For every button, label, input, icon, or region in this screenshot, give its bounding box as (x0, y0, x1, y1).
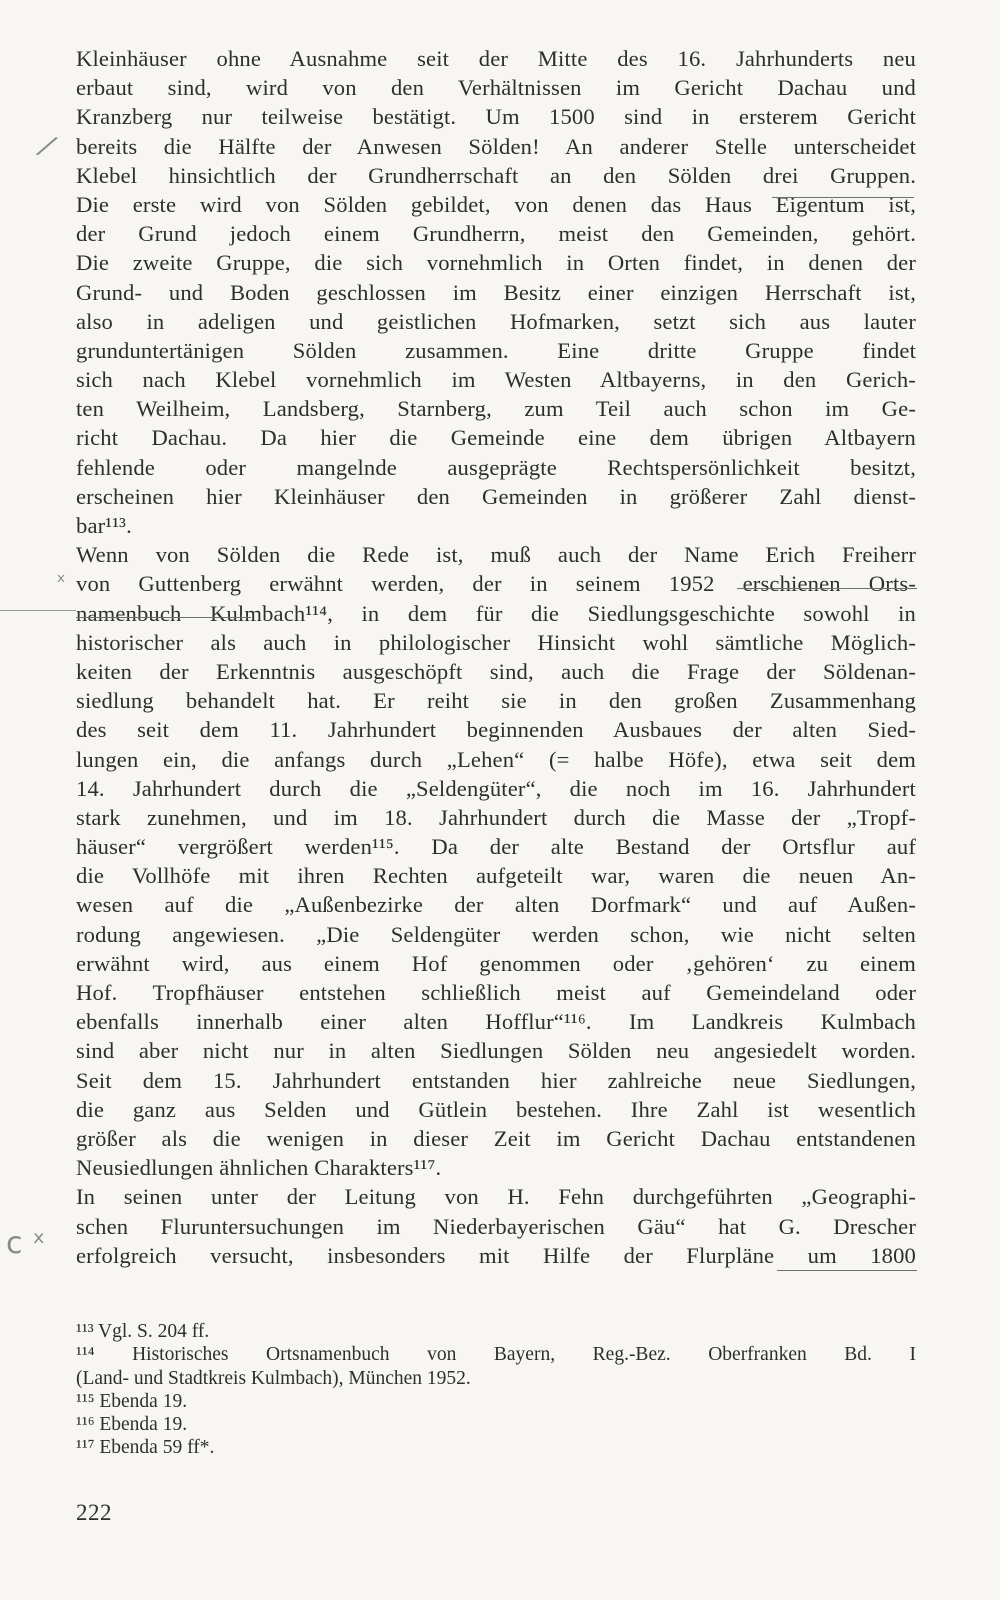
margin-pencil-mark: ⁄ (38, 130, 55, 165)
text-line: die ganz aus Selden und Gütlein bestehen. Ihre Zahl ist wesentlich (76, 1096, 916, 1122)
footnote-line: ¹¹⁶ Ebenda 19. (76, 1414, 188, 1436)
text-line: sind aber nicht nur in alten Siedlungen Sölden neu angesiedelt worden. (76, 1038, 916, 1064)
page-number: 222 (76, 1500, 112, 1525)
text-line: keiten der Erkenntnis ausgeschöpft sind, auch die Frage der Söldenan- (76, 658, 916, 684)
footnote-line: (Land- und Stadtkreis Kulmbach), München 1952. (76, 1367, 471, 1389)
text-line: sich nach Klebel vornehmlich im Westen Altbayerns, in den Gerich- (76, 367, 916, 393)
text-line: Die zweite Gruppe, die sich vornehmlich in Orten findet, in denen der (76, 250, 916, 276)
text-line: stark zunehmen, und im 18. Jahrhundert durch die Masse der „Tropf- (76, 804, 916, 830)
text-line: erscheinen hier Kleinhäuser den Gemeinden in größerer Zahl dienst- (76, 483, 916, 509)
footnote-line: ¹¹³ Vgl. S. 204 ff. (76, 1321, 210, 1342)
text-line: Neusiedlungen ähnlichen Charakters¹¹⁷. (76, 1155, 442, 1181)
text-line: Die erste wird von Sölden gebildet, von denen das Haus Eigentum ist, (76, 191, 916, 217)
text-line: bereits die Hälfte der Anwesen Sölden! An anderer Stelle unterscheidet (76, 133, 916, 159)
footnote-line: ¹¹⁵ Ebenda 19. (76, 1390, 188, 1412)
text-line: des seit dem 11. Jahrhundert beginnenden Ausbaues der alten Sied- (76, 717, 916, 743)
text-line: Kranzberg nur teilweise bestätigt. Um 1500 sind in ersterem Gericht (76, 104, 916, 130)
text-line: wesen auf die „Außenbezirke der alten Dorfmark“ und auf Außen- (76, 892, 916, 918)
text-line: ebenfalls innerhalb einer alten Hofflur“¹¹⁶. Im Landkreis Kulmbach (76, 1009, 916, 1035)
text-line: namenbuch Kulmbach¹¹⁴, in dem für die Siedlungsgeschichte sowohl in (76, 600, 916, 626)
text-line: rodung angewiesen. „Die Seldengüter werden schon, wie nicht selten (76, 921, 916, 947)
text-line: fehlende oder mangelnde ausgeprägte Rechtspersönlichkeit besitzt, (76, 454, 916, 480)
text-line: Klebel hinsichtlich der Grundherrschaft an den Sölden drei Gruppen. (76, 162, 916, 188)
footnotes (76, 1320, 916, 1460)
text-line: Wenn von Sölden die Rede ist, muß auch der Name Erich Freiherr (76, 542, 916, 568)
text-line: Kleinhäuser ohne Ausnahme seit der Mitte des 16. Jahrhunderts neu (76, 46, 916, 71)
text-line: richt Dachau. Da hier die Gemeinde eine dem übrigen Altbayern (76, 425, 916, 451)
text-line: bar¹¹³. (76, 513, 132, 538)
text-line: Hof. Tropfhäuser entstehen schließlich meist auf Gemeindeland oder (76, 980, 916, 1005)
underline-g-drescher (777, 1270, 917, 1271)
footnote-line: ¹¹⁷ Ebenda 59 ff*. (76, 1437, 215, 1459)
text-line: erfolgreich versucht, insbesonders mit Hilfe der Flurpläne um 1800 (76, 1242, 916, 1268)
text-line: also in adeligen und geistlichen Hofmarken, setzt sich aus lauter (76, 308, 916, 334)
text-line: größer als die wenigen in dieser Zeit im Gericht Dachau entstandenen (76, 1125, 916, 1151)
text-line: Grund- und Boden geschlossen im Besitz einer einzigen Herrschaft ist, (76, 279, 916, 305)
text-line: siedlung behandelt hat. Er reiht sie in den großen Zusammenhang (76, 688, 916, 714)
margin-pencil-mark-c: ⅽ ˣ (6, 1226, 46, 1261)
text-line: schen Fluruntersuchungen im Niederbayerischen Gäu“ hat G. Drescher (76, 1213, 916, 1239)
text-line: grunduntertänigen Sölden zusammen. Eine dritte Gruppe findet (76, 337, 916, 363)
text-line: erbaut sind, wird von den Verhältnissen im Gericht Dachau und (76, 75, 916, 101)
text-line: historischer als auch in philologischer Hinsicht wohl sämtliche Möglich- (76, 629, 916, 655)
text-line: lungen ein, die anfangs durch „Lehen“ (= halbe Höfe), etwa seit dem (76, 746, 916, 772)
text-line: 14. Jahrhundert durch die „Seldengüter“, die noch im 16. Jahrhundert (76, 775, 916, 801)
text-line: In seinen unter der Leitung von H. Fehn durchgeführten „Geographi- (76, 1184, 916, 1210)
underline-erich-freiherr (737, 588, 917, 589)
text-line: häuser“ vergrößert werden¹¹⁵. Da der alte Bestand der Ortsflur auf (76, 834, 916, 860)
text-line: erwähnt wird, aus einem Hof genommen oder ‚gehören‘ zu einem (76, 950, 916, 976)
margin-pencil-mark-cross: ˣ (56, 570, 66, 595)
text-line: Seit dem 15. Jahrhundert entstanden hier zahlreiche neue Siedlungen, (76, 1067, 916, 1093)
underline-von-guttenberg (76, 617, 251, 618)
text-line: von Guttenberg erwähnt werden, der in seinem 1952 erschienen Orts- (76, 571, 916, 597)
margin-pencil-line (0, 610, 76, 611)
text-line: ten Weilheim, Landsberg, Starnberg, zum Teil auch schon im Ge- (76, 396, 916, 422)
text-line: die Vollhöfe mit ihren Rechten aufgeteilt war, waren die neuen An- (76, 863, 916, 889)
body-text (76, 44, 916, 1270)
text-line: der Grund jedoch einem Grundherrn, meist den Gemeinden, gehört. (76, 221, 916, 247)
footnote-line: ¹¹⁴ Historisches Ortsnamenbuch von Bayern, Reg.-Bez. Oberfranken Bd. I (76, 1344, 916, 1366)
underline-drei-gruppen (772, 197, 914, 198)
